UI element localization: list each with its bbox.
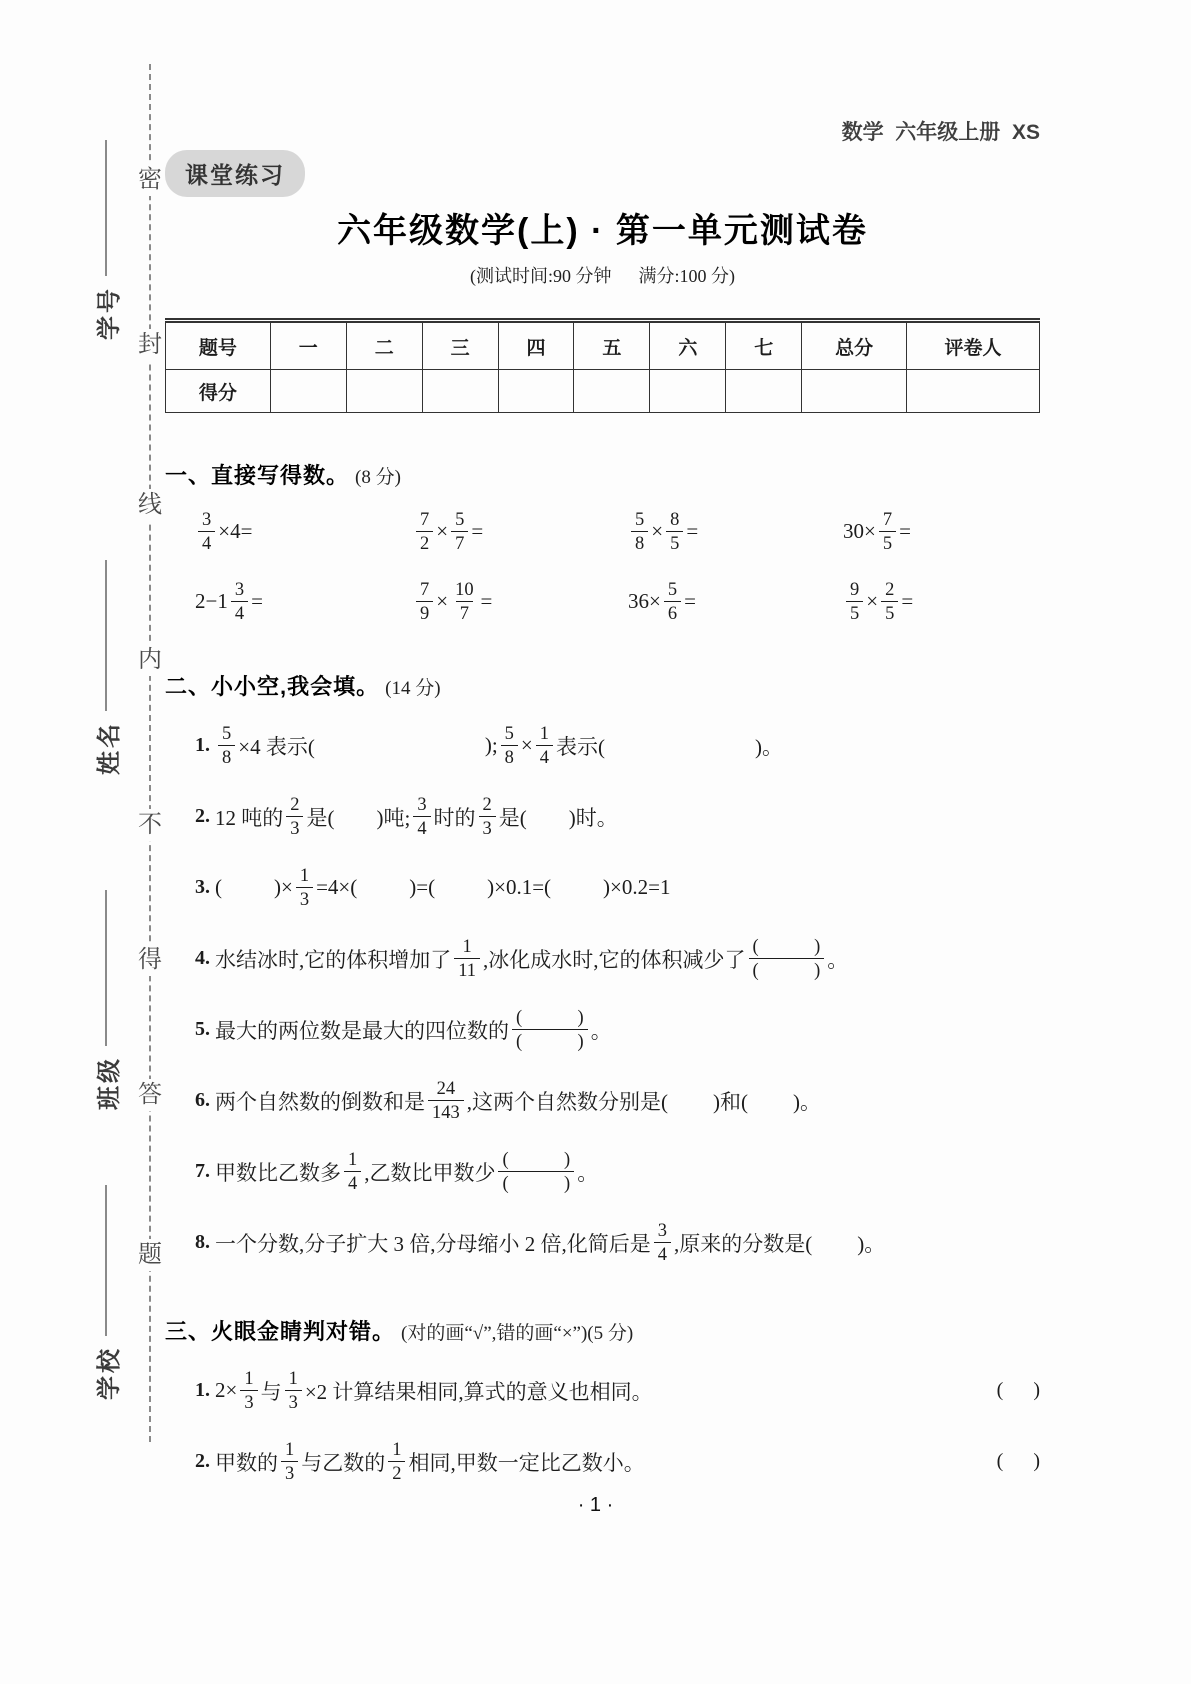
score-table — [165, 318, 1040, 413]
score-header-cell: 五 — [574, 321, 650, 370]
seal-char: 得 — [132, 944, 168, 976]
math-text: = — [901, 589, 914, 614]
fraction-denominator: 4 — [344, 1171, 361, 1193]
seal-char: 线 — [132, 489, 168, 521]
fraction — [286, 795, 303, 839]
fraction — [428, 1079, 464, 1123]
score-cell — [574, 370, 650, 413]
section-three-heading — [165, 1315, 1040, 1346]
math-text: × — [436, 589, 449, 614]
fraction — [846, 580, 863, 624]
question-text — [215, 1221, 885, 1265]
fraction-denominator: 3 — [240, 1390, 257, 1412]
section-title: 一、直接写得数。 — [165, 463, 350, 488]
fraction-numerator: 3 — [202, 509, 212, 529]
fraction-numerator: 24 — [436, 1077, 456, 1098]
page-number: · 1 · — [577, 1494, 614, 1516]
math-text: 是( — [498, 805, 527, 830]
math-text: ×4 表示( — [238, 734, 315, 759]
score-header-cell: 三 — [422, 321, 498, 370]
fraction-numerator: 2 — [885, 578, 895, 599]
fraction-denominator: ( ) — [498, 1171, 574, 1193]
fraction-numerator: 2 — [290, 793, 300, 814]
fraction-denominator: 5 — [666, 531, 683, 553]
fraction-numerator: 5 — [455, 509, 465, 529]
math-text: 两个自然数的倒数和是 — [215, 1089, 425, 1114]
fraction-denominator: 8 — [218, 745, 235, 767]
math-text: )。 — [754, 734, 783, 759]
fraction-numerator: 1 — [348, 1148, 358, 1169]
fraction-numerator: 1 — [288, 1367, 298, 1388]
fraction — [218, 724, 235, 768]
fill-question — [165, 862, 1040, 914]
math-text: 相同,甲数一定比乙数小。 — [408, 1450, 645, 1475]
fraction-denominator: 11 — [454, 958, 480, 980]
field-write-line — [105, 1185, 107, 1336]
question-number: 7. — [195, 1160, 210, 1183]
fraction-numerator: 5 — [635, 509, 645, 529]
practice-type-badge: 课堂练习 — [165, 150, 305, 197]
question-number: 3. — [195, 876, 210, 899]
math-text: 。 — [577, 1160, 599, 1185]
fraction-denominator: 8 — [501, 745, 518, 767]
question-text — [215, 1008, 612, 1052]
fraction — [498, 1150, 574, 1194]
math-text: ); — [484, 733, 498, 758]
seal-char: 不 — [132, 809, 168, 841]
fraction-numerator: 1 — [244, 1367, 254, 1388]
math-text: )和( — [712, 1089, 748, 1114]
score-cell — [270, 370, 346, 413]
paper-title: 六年级数学(上) · 第一单元测试卷 — [337, 212, 868, 250]
seal-char: 题 — [132, 1239, 168, 1271]
fraction-denominator: 5 — [846, 601, 863, 623]
math-text: ( — [215, 875, 222, 900]
calc-expression — [628, 510, 843, 554]
math-text: 12 吨的 — [215, 805, 284, 830]
seal-field-name — [86, 560, 126, 775]
fraction-denominator: 143 — [428, 1100, 464, 1122]
section-two-heading — [165, 670, 1040, 701]
calc-expression — [413, 580, 628, 624]
seal-field-student-id — [86, 140, 126, 340]
question-number: 2. — [195, 1450, 210, 1473]
math-text: 与乙数的 — [301, 1450, 386, 1475]
section-one-heading — [165, 459, 1040, 490]
answer-blank-gap — [812, 1242, 857, 1243]
fill-question — [165, 720, 1040, 772]
score-header-cell: 题号 — [166, 321, 271, 370]
score-header-cell: 二 — [346, 321, 422, 370]
math-text: 。 — [827, 947, 849, 972]
section-points: (8 分) — [355, 467, 401, 488]
math-text: ,原来的分数是( — [673, 1231, 813, 1256]
calc-expression — [195, 510, 413, 554]
score-header-cell: 评卷人 — [907, 321, 1040, 370]
fill-question — [165, 1146, 1040, 1198]
fill-question — [165, 791, 1040, 843]
fraction-numerator: 10 — [455, 578, 474, 599]
math-text: ,这两个自然数分别是( — [466, 1089, 668, 1114]
math-text: ×2 计算结果相同,算式的意义也相同。 — [304, 1379, 653, 1404]
question-number: 4. — [195, 947, 210, 970]
score-header-cell: 四 — [498, 321, 574, 370]
fraction-denominator: 9 — [416, 601, 433, 623]
fraction-denominator: 5 — [879, 531, 896, 553]
score-cell — [650, 370, 726, 413]
fraction-numerator: 1 — [539, 722, 549, 743]
fraction-denominator: 2 — [388, 1461, 405, 1483]
answer-blank-gap — [222, 887, 274, 888]
fraction — [664, 580, 681, 624]
field-label: 班级 — [95, 1056, 123, 1110]
question-number: 1. — [195, 734, 210, 757]
math-text: 是( — [306, 805, 335, 830]
fraction-numerator: ( ) — [502, 1148, 571, 1169]
fraction-denominator: 3 — [296, 887, 313, 909]
fraction-denominator: 8 — [631, 531, 648, 553]
question-number: 5. — [195, 1018, 210, 1041]
math-text: )。 — [857, 1231, 886, 1256]
fraction-denominator: 4 — [231, 601, 248, 623]
fraction — [240, 1369, 257, 1413]
math-text: 2−1 — [195, 589, 228, 614]
fraction-denominator: 7 — [451, 531, 468, 553]
math-text: × — [866, 589, 879, 614]
fraction-numerator: 9 — [850, 578, 860, 599]
fraction-numerator: 5 — [222, 722, 232, 743]
fraction — [501, 724, 518, 768]
fill-question — [165, 1075, 1040, 1127]
math-text: × — [436, 519, 449, 544]
seal-field-school — [86, 1185, 126, 1400]
math-text: 最大的两位数是最大的四位数的 — [215, 1018, 509, 1043]
fraction — [451, 580, 477, 624]
field-write-line — [105, 140, 107, 276]
math-text: )。 — [792, 1089, 821, 1114]
fraction-denominator: 4 — [413, 816, 430, 838]
fraction — [388, 1440, 405, 1484]
fraction — [881, 580, 898, 624]
fraction-denominator: 7 — [456, 601, 473, 623]
fraction-numerator: 2 — [482, 793, 492, 814]
math-text: )× — [274, 875, 293, 900]
fraction-denominator: 4 — [536, 745, 553, 767]
fraction-denominator: ( ) — [749, 958, 825, 980]
answer-blank-gap — [435, 887, 487, 888]
fraction-numerator: 5 — [667, 578, 678, 599]
calc-expression — [843, 580, 1040, 624]
fraction-numerator: 3 — [417, 793, 427, 814]
math-text: = — [684, 589, 696, 614]
fraction-denominator: 4 — [198, 531, 215, 553]
math-text: ,乙数比甲数少 — [364, 1160, 496, 1185]
fraction — [231, 580, 248, 624]
score-row-label: 得分 — [166, 370, 271, 413]
fill-question — [165, 1004, 1040, 1056]
paper-content — [165, 0, 1040, 1488]
fraction — [879, 510, 896, 554]
question-number: 1. — [195, 1379, 210, 1402]
fraction-numerator: 1 — [285, 1438, 295, 1459]
score-table-score-row — [166, 370, 1040, 413]
fraction-numerator: 8 — [670, 509, 680, 529]
fraction-numerator: 7 — [420, 509, 430, 529]
fraction-numerator: 5 — [504, 722, 514, 743]
math-text: = — [899, 519, 911, 544]
question-number: 8. — [195, 1231, 210, 1254]
fraction-numerator: 7 — [420, 578, 430, 599]
score-cell — [726, 370, 802, 413]
fraction — [416, 580, 433, 624]
calc-expression — [843, 510, 1040, 554]
fraction-denominator: 3 — [281, 1461, 298, 1483]
question-text — [215, 724, 783, 768]
field-label: 学校 — [95, 1346, 123, 1400]
math-text: 2× — [215, 1378, 238, 1403]
question-number: 2. — [195, 805, 210, 828]
seal-char: 内 — [132, 644, 168, 676]
seal-char: 答 — [132, 1079, 168, 1111]
fraction-numerator: ( ) — [752, 935, 821, 956]
fraction — [296, 866, 313, 910]
fraction-denominator: ( ) — [512, 1029, 588, 1051]
score-header-cell: 一 — [270, 321, 346, 370]
score-cell — [498, 370, 574, 413]
fraction-denominator: 4 — [654, 1242, 671, 1264]
seal-char: 封 — [132, 329, 168, 361]
math-text: )时。 — [568, 805, 618, 830]
edition-label: 数学 六年级上册 XS — [841, 121, 1040, 144]
seal-char: 密 — [132, 164, 168, 196]
fill-question — [165, 1217, 1040, 1269]
calc-expression — [195, 580, 413, 624]
question-text — [215, 1150, 598, 1194]
fraction-numerator: 1 — [299, 864, 310, 885]
answer-blank-gap — [315, 745, 485, 746]
fraction — [666, 510, 683, 554]
score-cell — [907, 370, 1040, 413]
math-text: = — [471, 519, 484, 544]
fraction-numerator: 3 — [657, 1219, 667, 1240]
seal-field-class — [86, 890, 126, 1110]
question-text — [215, 866, 670, 910]
math-text: ×4= — [218, 519, 253, 544]
fraction-denominator: 3 — [479, 816, 496, 838]
math-text: =4×( — [316, 875, 358, 900]
field-write-line — [105, 890, 107, 1046]
score-cell — [346, 370, 422, 413]
seal-dashed-line — [149, 64, 151, 1442]
score-cell — [422, 370, 498, 413]
fraction-denominator: 5 — [881, 601, 898, 623]
fraction — [479, 795, 496, 839]
math-text: )×0.2=1 — [603, 875, 671, 900]
math-text: )×0.1=( — [487, 875, 552, 900]
math-text: ,冰化成水时,它的体积减少了 — [483, 947, 746, 972]
fraction-denominator: 6 — [664, 601, 681, 623]
math-text: 甲数的 — [215, 1450, 278, 1475]
question-text — [215, 795, 618, 839]
math-text: 一个分数,分子扩大 3 倍,分母缩小 2 倍,化简后是 — [215, 1231, 651, 1256]
math-text: )吨; — [376, 805, 411, 830]
fraction-denominator: 3 — [285, 1390, 302, 1412]
fraction — [512, 1008, 588, 1052]
field-label: 学号 — [95, 286, 123, 340]
fraction-numerator: ( ) — [516, 1006, 584, 1027]
fraction — [285, 1369, 302, 1413]
answer-blank-gap — [551, 887, 603, 888]
fraction — [413, 795, 430, 839]
answer-blank-gap — [334, 816, 376, 817]
answer-blank-gap — [605, 745, 755, 746]
answer-blank-gap — [527, 816, 569, 817]
calc-row — [165, 510, 1040, 554]
score-table-header-row — [166, 321, 1040, 370]
score-header-cell: 七 — [726, 321, 802, 370]
answer-blank-gap — [668, 1100, 713, 1101]
fraction — [281, 1440, 298, 1484]
math-text: 与 — [260, 1379, 282, 1404]
question-text — [215, 1369, 653, 1413]
math-text: 甲数比乙数多 — [215, 1160, 341, 1185]
question-text — [215, 1440, 645, 1484]
fraction — [451, 510, 468, 554]
section-title: 二、小小空,我会填。 — [165, 673, 380, 699]
math-text: )=( — [409, 875, 436, 900]
fraction — [454, 937, 480, 981]
answer-blank-gap — [748, 1100, 793, 1101]
paper-subtitle: (测试时间:90 分钟 满分:100 分) — [470, 266, 735, 286]
fraction — [536, 724, 553, 768]
fraction-numerator: 3 — [234, 578, 245, 599]
judge-question — [165, 1436, 1040, 1488]
score-header-cell: 总分 — [802, 321, 907, 370]
math-text: 表示( — [555, 734, 605, 759]
field-write-line — [105, 560, 107, 711]
math-text: 30× — [843, 519, 876, 544]
math-text: × — [651, 519, 664, 544]
judge-answer-blank: ( ) — [996, 1379, 1040, 1402]
math-text: 水结冰时,它的体积增加了 — [215, 947, 452, 972]
calc-expression — [413, 510, 628, 554]
fraction — [631, 510, 648, 554]
math-text: 36× — [628, 589, 661, 614]
score-cell — [802, 370, 907, 413]
fraction-denominator: 3 — [286, 816, 303, 838]
fraction — [344, 1150, 361, 1194]
fraction-numerator: 1 — [392, 1438, 402, 1459]
calc-row — [165, 580, 1040, 624]
section-title: 三、火眼金睛判对错。 — [165, 1318, 396, 1344]
section-points: (14 分) — [385, 677, 441, 699]
fraction — [749, 937, 825, 981]
judge-answer-blank: ( ) — [996, 1450, 1040, 1473]
calc-expression — [628, 580, 843, 624]
fraction — [416, 510, 433, 554]
fraction-numerator: 7 — [882, 509, 893, 529]
math-text: × — [520, 733, 533, 758]
math-text: 。 — [590, 1018, 612, 1043]
fraction-denominator: 2 — [416, 531, 433, 553]
judge-question — [165, 1365, 1040, 1417]
question-text — [215, 937, 848, 981]
math-text: = — [251, 589, 263, 614]
score-header-cell: 六 — [650, 321, 726, 370]
field-label: 姓名 — [95, 721, 123, 775]
fraction — [654, 1221, 671, 1265]
math-text: 时的 — [433, 805, 476, 830]
fraction-numerator: 1 — [462, 935, 472, 956]
fill-question — [165, 933, 1040, 985]
math-text: = — [686, 519, 699, 544]
answer-blank-gap — [357, 887, 409, 888]
fraction — [198, 510, 215, 554]
question-number: 6. — [195, 1089, 210, 1112]
section-points: (对的画“√”,错的画“×”)(5 分) — [401, 1322, 634, 1344]
math-text: = — [480, 589, 493, 614]
question-text — [215, 1079, 821, 1123]
